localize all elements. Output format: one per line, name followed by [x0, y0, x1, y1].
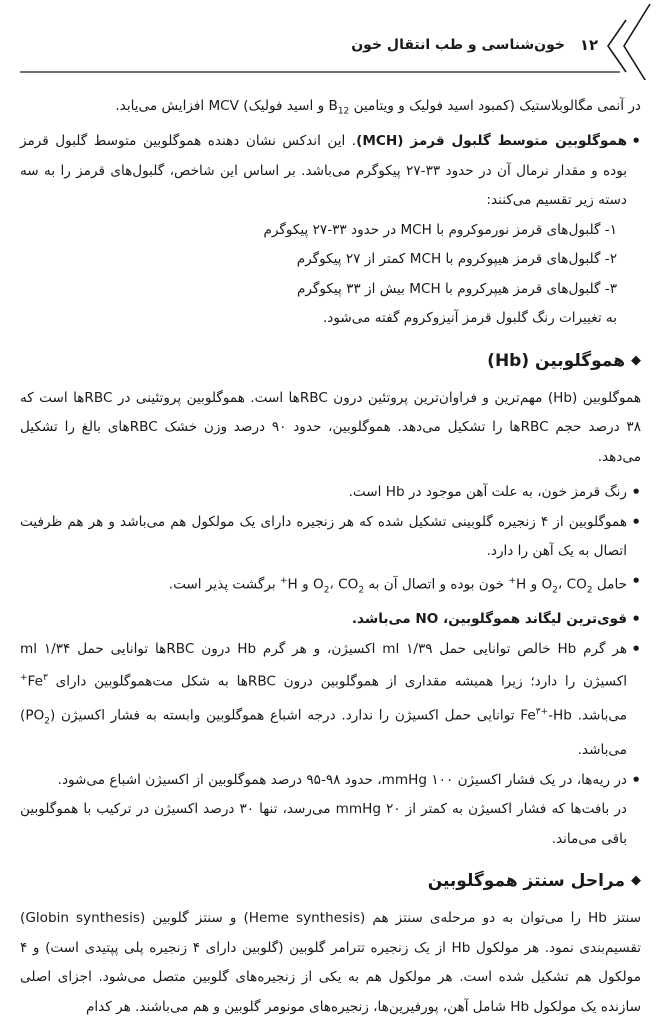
hemoglobin-bullet-1: • رنگ قرمز خون، به علت آهن موجود در Hb است. [20, 478, 641, 508]
diamond-bullet-icon: ◆ [631, 352, 641, 368]
section-title-synthesis: مراحل سنتز هموگلوبین [427, 871, 625, 892]
mch-paragraph: هموگلوبین متوسط گلبول قرمز (MCH). این اندکس نشان دهنده هموگلوبین متوسط گلبول قرمز بوده و مقدار نرمال آن در حدود ۳۳-۲۷ پیکوگرم می‌باشد. بر اساس این شاخص، گلبول‌های قرمز را به سه دسته زیر تقسیم می‌کنند: [20, 133, 628, 209]
mch-category-2: ۲- گلبول‌های قرمز هیپوکروم با MCH کمتر از ۲۷ پیکوگرم [296, 251, 617, 268]
section-title-hemoglobin: هموگلوبین (Hb) [487, 350, 625, 371]
hemoglobin-bullet-5: • هر گرم Hb خالص توانایی حمل ۱/۳۹ ml اکسیژن، و هر گرم Hb درون RBCها توانایی حمل ۱/۳۴ ml اکسیژن را دارد؛ زیرا همیشه مقداری از هموگلوبین درون RBCها به شکل مت‌هموگلوبین دارای $Fe^{۳+}$ می‌باشد. $Fe^{۳+}-Hb$ توانایی حمل اکسیژن را ندارد. درجه اشباع هموگلوبین وابسته به فشار اکسیژن $(PO_2)$ می‌باشد. [20, 635, 641, 766]
intro-line: در آنمی مگالوبلاستیک (کمبود اسید فولیک و ویتامین $B_{12}$ و اسید فولیک) MCV افزایش می‌یابد. [115, 98, 641, 117]
section-heading-synthesis [20, 864, 641, 898]
section-heading-hemoglobin [20, 344, 641, 378]
anisochromia-note: به تغییرات رنگ گلبول قرمز آنیزوکروم گفته می‌شود. [322, 310, 617, 327]
page-header [0, 0, 669, 80]
mch-list [20, 127, 641, 216]
hemoglobin-paragraph: هموگلوبین (Hb) مهم‌ترین و فراوان‌ترین پروتئین درون RBCها است. هموگلوبین پروتئینی در RBCها است که ۳۸ درصد حجم RBCها را تشکیل می‌دهد. هموگلوبین، حدود ۹۰ درصد وزن خشک RBCهای بالغ را تشکیل می‌دهد. [20, 389, 641, 465]
page-content [20, 92, 641, 1022]
book-title: خون‌شناسی و طب انتقال خون [351, 37, 565, 53]
hemoglobin-bullet-3: • حامل $O_2،$ $CO_2$ و H+ خون بوده و اتصال آن به $O_2،$ $CO_2$ و H+ برگشت پذیر است. [20, 567, 641, 606]
hemoglobin-bullet-2: • هموگلوبین از ۴ زنجیره گلوبینی تشکیل شده که هر زنجیره دارای یک مولکول هم می‌باشد و هر هم ظرفیت اتصال به یک آهن را دارد. [20, 508, 641, 567]
synthesis-paragraph: سنتز Hb را می‌توان به دو مرحله‌ی سنتز هم (Heme synthesis) و سنتز گلوبین (Globin synthesis) تقسیم‌بندی نمود. هر مولکول Hb از یک زنجیره تترامر گلوبین (گلوبین دارای ۴ زنجیره پلی پپتیدی است) و ۴ مولکول هم تشکیل شده است. هر مولکول هم به یکی از زنجیره‌های گلوبین متصل می‌شود. اجزای اصلی سازنده یک مولکول Hb شامل آهن، پورفیرین‌ها، زنجیره‌های مونومر گلوبین و هم می‌باشند. هر کدام [20, 910, 641, 1015]
page-number: ۱۲ [579, 36, 599, 54]
mch-categories [20, 216, 641, 334]
diamond-bullet-icon: ◆ [631, 873, 641, 889]
header-chevron-decoration [0, 0, 669, 80]
mch-bullet [20, 127, 641, 216]
tissue-oxygen-paragraph: در بافت‌ها که فشار اکسیژن به کمتر از ۲۰ mmHg می‌رسد، تنها ۳۰ درصد اکسیژن در ترکیب با هموگلوبین باقی می‌ماند. [20, 801, 627, 847]
mch-category-3: ۳- گلبول‌های قرمز هیپرکروم با MCH بیش از ۳۳ پیکوگرم [297, 280, 617, 297]
hemoglobin-bullet-4: • قوی‌ترین لیگاند هموگلوبین، NO می‌باشد. [20, 605, 641, 635]
hemoglobin-bullets [20, 478, 641, 795]
hemoglobin-bullet-6: • در ریه‌ها، در یک فشار اکسیژن ۱۰۰ mmHg، حدود ۹۸-۹۵ درصد هموگلوبین از اکسیژن اشباع می‌شود. [20, 766, 641, 796]
mch-category-1: ۱- گلبول‌های قرمز نورموکروم با MCH در حدود ۳۳-۲۷ پیکوگرم [263, 221, 617, 238]
